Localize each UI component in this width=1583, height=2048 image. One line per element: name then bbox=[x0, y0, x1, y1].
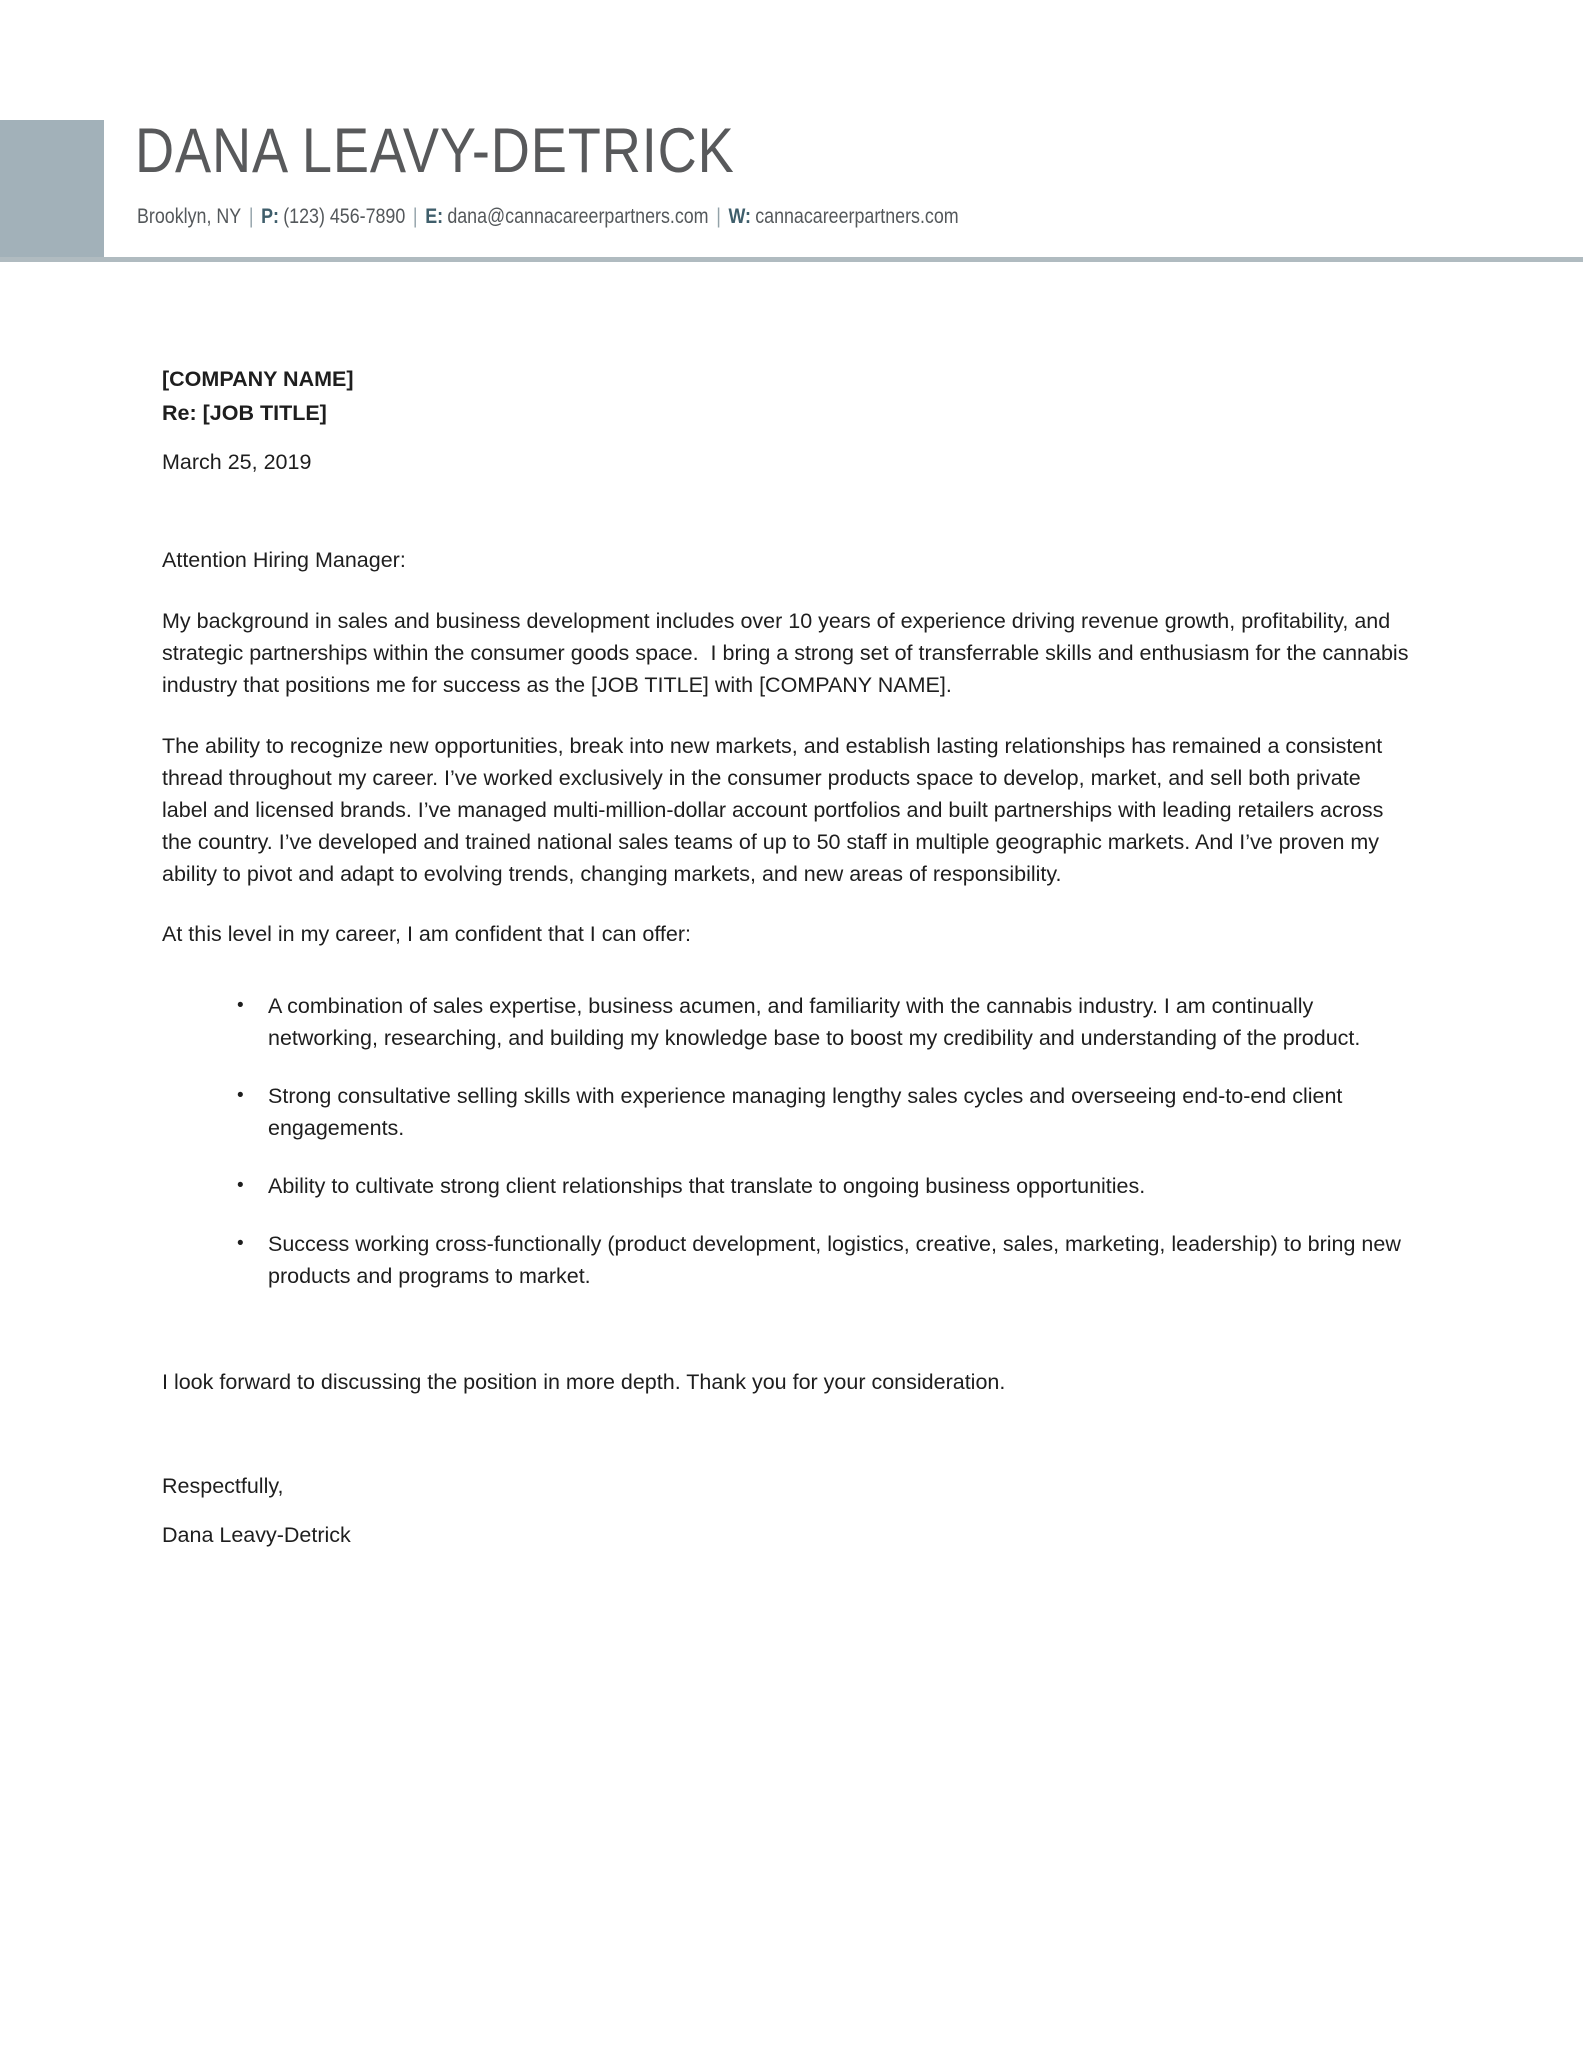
bullet-text: Success working cross-functionally (product development, logistics, creative, sales, marketing, leadership) to bring new products and programs to market. bbox=[268, 1232, 1401, 1288]
bullet-item bbox=[162, 1170, 1412, 1202]
contact-location: Brooklyn, NY bbox=[137, 205, 242, 228]
contact-email: dana@cannacareerpartners.com bbox=[447, 205, 709, 228]
contact-line bbox=[137, 203, 959, 231]
bullet-item bbox=[162, 1080, 1412, 1144]
contact-separator: | bbox=[716, 205, 721, 228]
bullet-marker: • bbox=[237, 1085, 244, 1106]
recipient-company: [COMPANY NAME] bbox=[162, 367, 354, 391]
offer-intro: At this level in my career, I am confident that I can offer: bbox=[162, 922, 691, 946]
header-divider bbox=[0, 257, 1583, 262]
closing-paragraph: I look forward to discussing the position in more depth. Thank you for your consideration. bbox=[162, 1370, 1006, 1394]
recipient-subject: Re: [JOB TITLE] bbox=[162, 401, 327, 425]
bullet-list bbox=[162, 990, 1412, 1292]
signature-name: Dana Leavy-Detrick bbox=[162, 1523, 351, 1547]
email-label: E: bbox=[425, 205, 444, 228]
contact-website: cannacareerpartners.com bbox=[755, 205, 959, 228]
bullet-marker: • bbox=[237, 1175, 244, 1196]
bullet-marker: • bbox=[237, 995, 244, 1016]
letter-date: March 25, 2019 bbox=[162, 450, 312, 474]
contact-separator: | bbox=[412, 205, 418, 228]
bullet-item bbox=[162, 1228, 1412, 1292]
paragraph-career: The ability to recognize new opportunities, break into new markets, and establish lasting relationships has remained a consistent thread throughout my career. I’ve worked exclusively in the consumer products space to develop, market, and sell both private label and licensed brands. I’ve managed multi-million-dollar account portfolios and built partnerships with leading retailers across the country. I’ve developed and trained national sales teams of up to 50 staff in multiple geographic markets. And I’ve proven my ability to pivot and adapt to evolving trends, changing markets, and new areas of responsibility. bbox=[162, 734, 1390, 886]
website-label: W: bbox=[728, 205, 751, 228]
bullet-marker: • bbox=[237, 1233, 244, 1254]
letter-body bbox=[162, 362, 1415, 1551]
accent-block bbox=[0, 120, 104, 257]
contact-separator: | bbox=[248, 205, 254, 228]
contact-phone: (123) 456-7890 bbox=[283, 205, 406, 228]
bullet-text: A combination of sales expertise, business acumen, and familiarity with the cannabis industry. I am continually networking, researching, and building my knowledge base to boost my credibility and understanding of the product. bbox=[268, 994, 1361, 1050]
bullet-item bbox=[162, 990, 1412, 1054]
bullet-text: Ability to cultivate strong client relationships that translate to ongoing business opportunities. bbox=[268, 1174, 1146, 1198]
valediction: Respectfully, bbox=[162, 1474, 284, 1498]
salutation: Attention Hiring Manager: bbox=[162, 548, 406, 572]
bullet-text: Strong consultative selling skills with experience managing lengthy sales cycles and overseeing end-to-end client engagements. bbox=[268, 1084, 1343, 1140]
page-title: DANA LEAVY-DETRICK bbox=[135, 116, 735, 186]
phone-label: P: bbox=[261, 205, 279, 228]
paragraph-background: My background in sales and business development includes over 10 years of experience driving revenue growth, profitability, and strategic partnerships within the consumer goods space. I bring a strong set of transferrable skills and enthusiasm for the cannabis industry that positions me for success as the [JOB TITLE] with [COMPANY NAME]. bbox=[162, 609, 1415, 697]
